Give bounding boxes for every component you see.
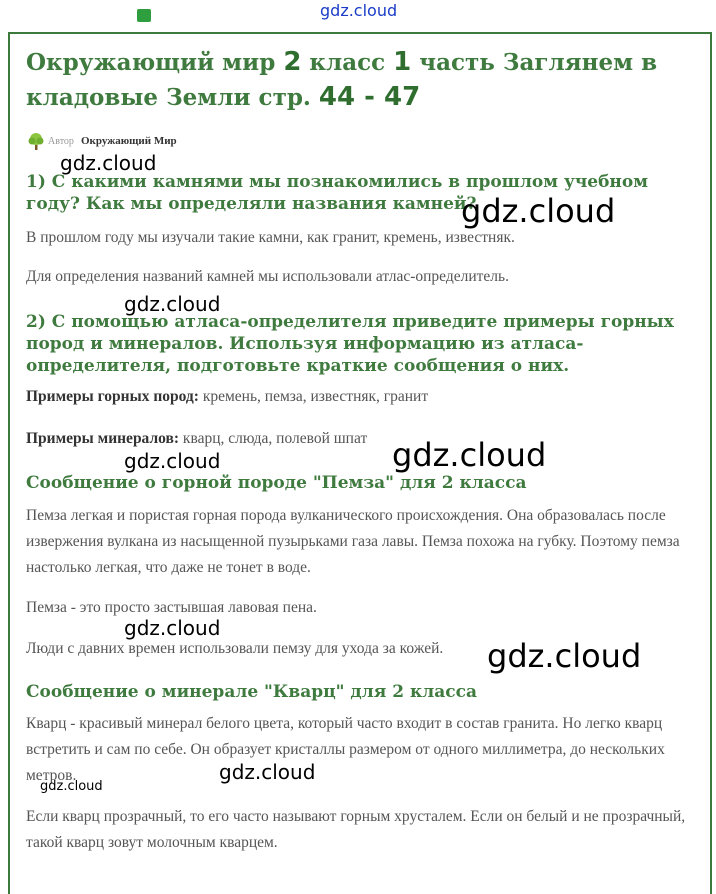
watermark: gdz.cloud [40, 779, 103, 794]
pumice-paragraph-1: Пемза легкая и пористая горная порода вулканического происхождения. Она образовалась после извержения вулкана из насыщенной пузырьками газа лавы. Пемза похожа на губку. Поэтому пемза настолько легкая, что даже не тонет в воде. [26, 507, 680, 576]
watermark: gdz.cloud [124, 449, 221, 473]
question-2-heading: 2) С помощью атласа-определителя приведите примеры горных пород и минералов. Используя информацию из атласа-определителя, подготовьте краткие сообщения о них. [26, 312, 674, 376]
tree-icon [26, 131, 46, 151]
watermark: gdz.cloud [461, 192, 616, 230]
rocks-examples: Примеры горных пород: кремень, пемза, известняк, гранит [26, 388, 429, 405]
watermark: gdz.cloud [60, 151, 157, 175]
pumice-paragraph-2: Пемза - это просто застывшая лавовая пена. [26, 599, 317, 616]
author-link[interactable]: Окружающий Мир [81, 135, 177, 147]
q1-answer-2: Для определения названий камней мы использовали атлас-определитель. [26, 268, 509, 285]
watermark: gdz.cloud [124, 292, 221, 316]
quartz-heading: Сообщение о минерале "Кварц" для 2 класса [26, 682, 477, 702]
watermark-top: gdz.cloud [320, 1, 398, 20]
q1-answer-1: В прошлом году мы изучали такие камни, как гранит, кремень, известняк. [26, 229, 515, 246]
watermark: gdz.cloud [124, 616, 221, 640]
quartz-paragraph-2: Если кварц прозрачный, то его часто называют горным хрусталем. Если он белый и не прозрачный, такой кварц зовут молочным кварцем. [26, 808, 686, 851]
partial-icon [137, 9, 151, 22]
watermark: gdz.cloud [487, 637, 642, 675]
minerals-examples: Примеры минералов: кварц, слюда, полевой шпат [26, 430, 368, 447]
watermark: gdz.cloud [392, 436, 547, 474]
question-1-heading: 1) С какими камнями мы познакомились в прошлом учебном году? Как мы определяли названия камней? [26, 172, 648, 214]
top-bar [0, 0, 716, 22]
pumice-paragraph-3: Люди с давних времен использовали пемзу для ухода за кожей. [26, 640, 444, 657]
page-title: Окружающий мир 2 класс 1 часть Заглянем в кладовые Земли стр. 44 - 47 [26, 47, 658, 112]
quartz-paragraph-1: Кварц - красивый минерал белого цвета, который часто входит в состав гранита. Но легко кварц встретить и сам по себе. Он образует кристаллы размером от одного миллиметра, до нескольких метров. [26, 715, 665, 784]
author-label: Автор [48, 136, 74, 147]
pumice-heading: Сообщение о горной породе "Пемза" для 2 класса [26, 473, 527, 493]
watermark: gdz.cloud [219, 760, 316, 784]
